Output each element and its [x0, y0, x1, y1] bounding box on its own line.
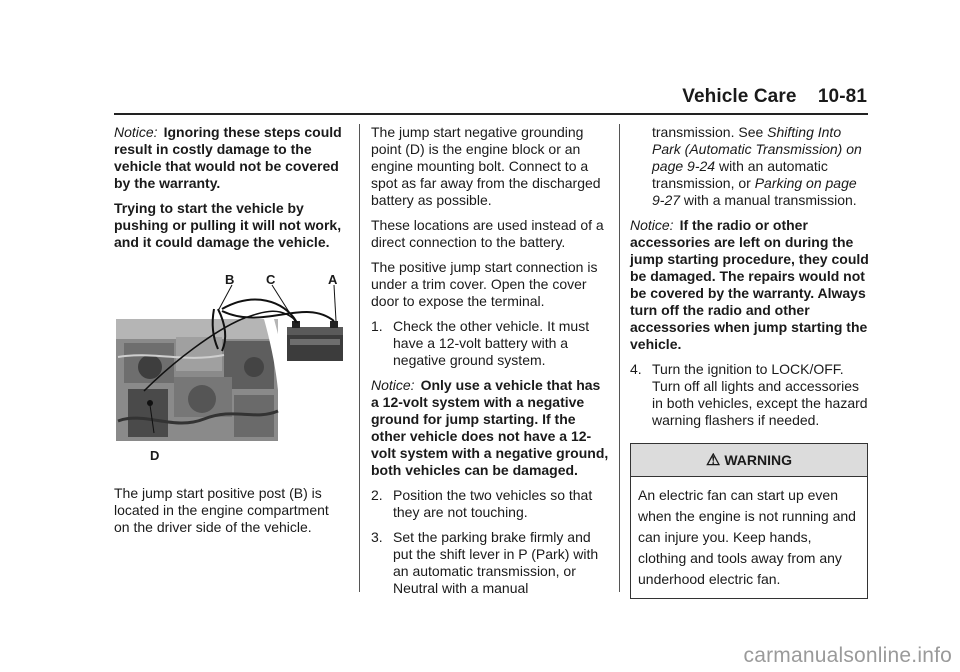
para-negative-point: The jump start negative grounding point (D) is the engine block or an engine mounting bolt. Connect to a spot as far away from the discharged battery as possible. [371, 124, 601, 208]
notice-text: Only use a vehicle that has a 12-volt system with a negative ground for jump starting. If the other vehicle does not have a 12-volt system with a negative ground, both vehicles can be damaged. [371, 377, 609, 478]
notice-ignoring-steps [114, 124, 346, 192]
step-text: Turn the ignition to LOCK/OFF. Turn off all lights and accessories in both vehicles, except the hazard warning flashers if needed. [652, 361, 868, 428]
header-rule [114, 113, 868, 115]
continued-text: with a manual transmission. [680, 192, 857, 208]
link-parking[interactable]: Parking on page 9-27 [652, 175, 857, 208]
para-locations: These locations are used instead of a direct connection to the battery. [371, 217, 604, 250]
para-push-start: Trying to start the vehicle by pushing or pulling it will not work, and it could damage the vehicle. [114, 200, 342, 250]
notice-label: Notice: [630, 217, 674, 233]
page-number: 10-81 [817, 86, 867, 107]
step-3-continued [630, 124, 870, 209]
link-shifting-into-park[interactable]: Shifting Into Park (Automatic Transmission) on page 9-24 [652, 124, 862, 174]
notice-radio-accessories [630, 217, 870, 353]
notice-text: Ignoring these steps could result in costly damage to the vehicle that would not be covered by the warranty. [114, 124, 342, 191]
continued-text: with an automatic transmission, or [652, 158, 828, 191]
callout-c: C [266, 272, 276, 287]
notice-12-volt [371, 377, 609, 479]
warning-box [630, 443, 868, 599]
column-divider-2 [619, 124, 620, 592]
step-3 [371, 529, 609, 597]
warning-header [631, 444, 867, 477]
step-number: 4. [630, 361, 642, 377]
notice-label: Notice: [114, 124, 158, 140]
notice-label: Notice: [371, 377, 415, 393]
watermark: carmanualsonline.info [743, 644, 952, 667]
warning-body: An electric fan can start up even when the engine is not running and can injure you. Keep hands, clothing and tools away from any underhood electric fan. [638, 487, 856, 587]
step-4 [630, 361, 870, 429]
step-number: 1. [371, 318, 383, 334]
engine-compartment-figure [114, 271, 346, 465]
notice-text: If the radio or other accessories are left on during the jump starting procedure, they could be damaged. The repairs would not be covered by the warranty. Always turn off the radio and other accessories when jump starting the vehicle. [630, 217, 869, 352]
column-divider-1 [359, 124, 360, 592]
step-1 [371, 318, 609, 369]
page-header [682, 86, 867, 108]
step-text: Position the two vehicles so that they are not touching. [393, 487, 593, 520]
engine-illustration [114, 271, 346, 465]
para-positive-post: The jump start positive post (B) is located in the engine compartment on the driver side of the vehicle. [114, 485, 329, 535]
step-2 [371, 487, 609, 521]
warning-icon: ⚠ [705, 451, 721, 469]
section-title: Vehicle Care [682, 86, 797, 107]
column-3 [630, 124, 870, 599]
step-text: Set the parking brake firmly and put the shift lever in P (Park) with an automatic transmission, or Neutral with a manual [393, 529, 599, 596]
callout-b: B [225, 272, 235, 287]
warning-title: WARNING [724, 451, 792, 468]
callout-d: D [150, 448, 160, 463]
step-number: 2. [371, 487, 383, 503]
continued-text: transmission. See [652, 124, 768, 140]
step-text: Check the other vehicle. It must have a 12-volt battery with a negative ground system. [393, 318, 590, 368]
step-number: 3. [371, 529, 383, 545]
column-1 [114, 124, 346, 544]
column-2 [371, 124, 609, 605]
callout-a: A [328, 272, 338, 287]
para-trim-cover: The positive jump start connection is under a trim cover. Open the cover door to expose the terminal. [371, 259, 598, 309]
